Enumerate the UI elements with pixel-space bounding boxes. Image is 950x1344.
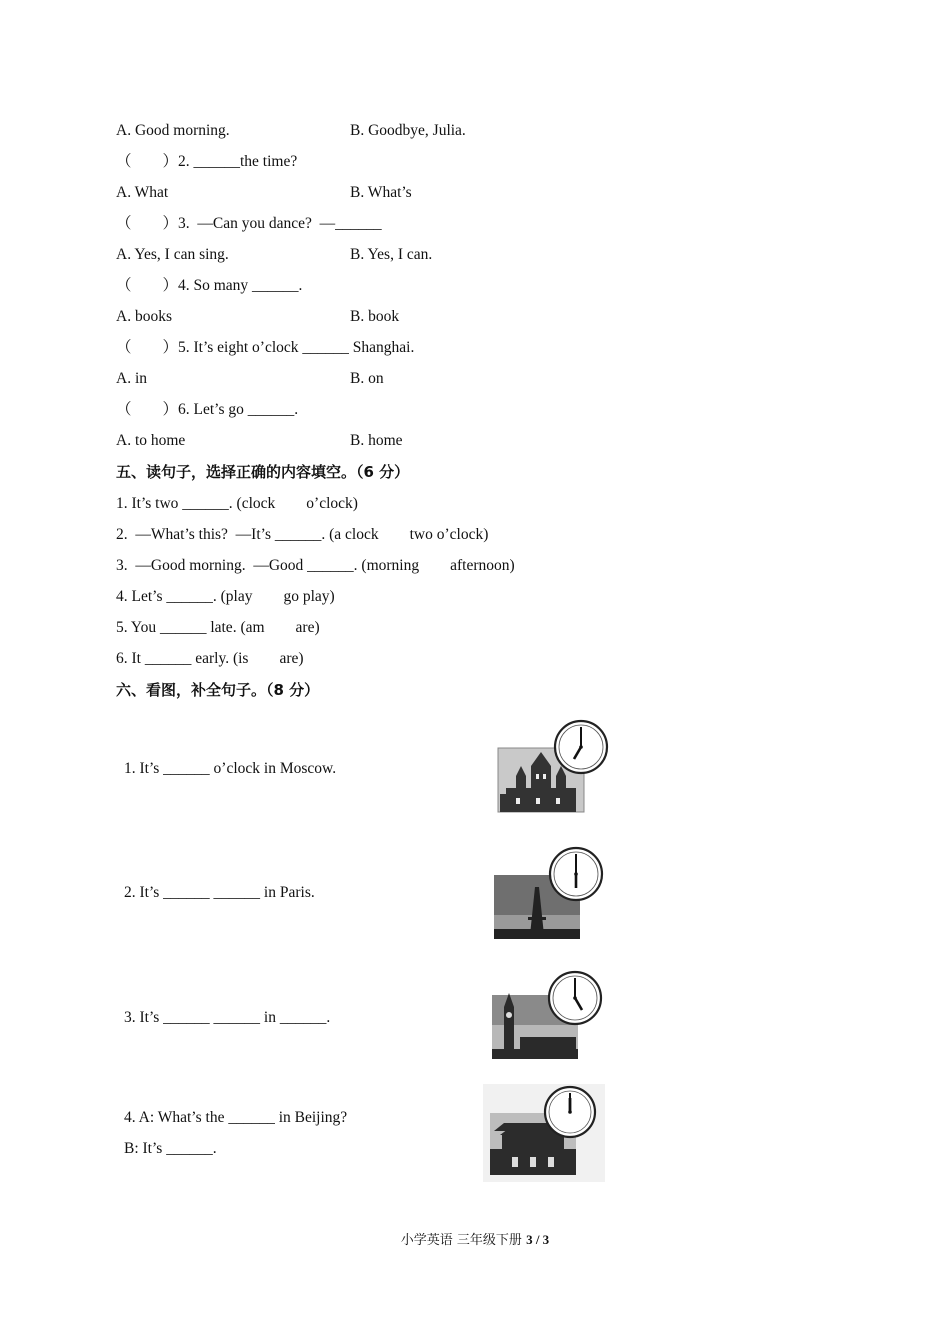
paris-clock-image	[492, 843, 607, 941]
q2-option-a: A. What	[116, 184, 169, 201]
s5-item-2: 2. —What’s this? —It’s ______. (a clock two o’clock)	[116, 526, 489, 543]
q6-stem: （ ）6. Let’s go ______.	[116, 401, 299, 418]
beijing-clock-image	[482, 1083, 606, 1183]
q4-option-b: B. book	[350, 308, 400, 325]
q5-stem: （ ）5. It’s eight o’clock ______ Shanghai.	[116, 339, 415, 356]
q1-option-b: B. Goodbye, Julia.	[350, 122, 466, 139]
section6-heading: 六、看图，补全句子。（8 分）	[116, 681, 320, 699]
s5-item-1: 1. It’s two ______. (clock o’clock)	[116, 495, 358, 512]
q6-option-a: A. to home	[116, 432, 186, 449]
footer-page-number: 3 / 3	[526, 1232, 550, 1247]
s6-item-4b: B: It’s ______.	[124, 1140, 217, 1157]
footer-subject: 小学英语 三年级下册	[400, 1233, 527, 1248]
s5-item-3: 3. —Good morning. —Good ______. (morning afternoon)	[116, 557, 515, 574]
q5-option-b: B. on	[350, 370, 384, 387]
s6-item-2: 2. It’s ______ ______ in Paris.	[124, 884, 315, 901]
q3-option-a: A. Yes, I can sing.	[116, 246, 229, 263]
q3-stem: （ ）3. —Can you dance? —______	[116, 215, 382, 232]
q4-option-a: A. books	[116, 308, 172, 325]
s5-item-4: 4. Let’s ______. (play go play)	[116, 588, 335, 605]
moscow-clock-image	[496, 718, 611, 814]
section5-heading: 五、读句子，选择正确的内容填空。（6 分）	[116, 463, 410, 481]
london-clock-image	[490, 967, 605, 1063]
q1-option-a: A. Good morning.	[116, 122, 230, 139]
q6-option-b: B. home	[350, 432, 403, 449]
q3-option-b: B. Yes, I can.	[350, 246, 433, 263]
q2-stem: （ ）2. ______the time?	[116, 153, 298, 170]
q4-stem: （ ）4. So many ______.	[116, 277, 303, 294]
s5-item-6: 6. It ______ early. (is are)	[116, 650, 304, 667]
s6-item-1: 1. It’s ______ o’clock in Moscow.	[124, 760, 337, 777]
q5-option-a: A. in	[116, 370, 147, 387]
page-footer	[0, 1229, 950, 1248]
q2-option-b: B. What’s	[350, 184, 412, 201]
s5-item-5: 5. You ______ late. (am are)	[116, 619, 320, 636]
s6-item-3: 3. It’s ______ ______ in ______.	[124, 1009, 331, 1026]
s6-item-4a: 4. A: What’s the ______ in Beijing?	[124, 1109, 348, 1126]
